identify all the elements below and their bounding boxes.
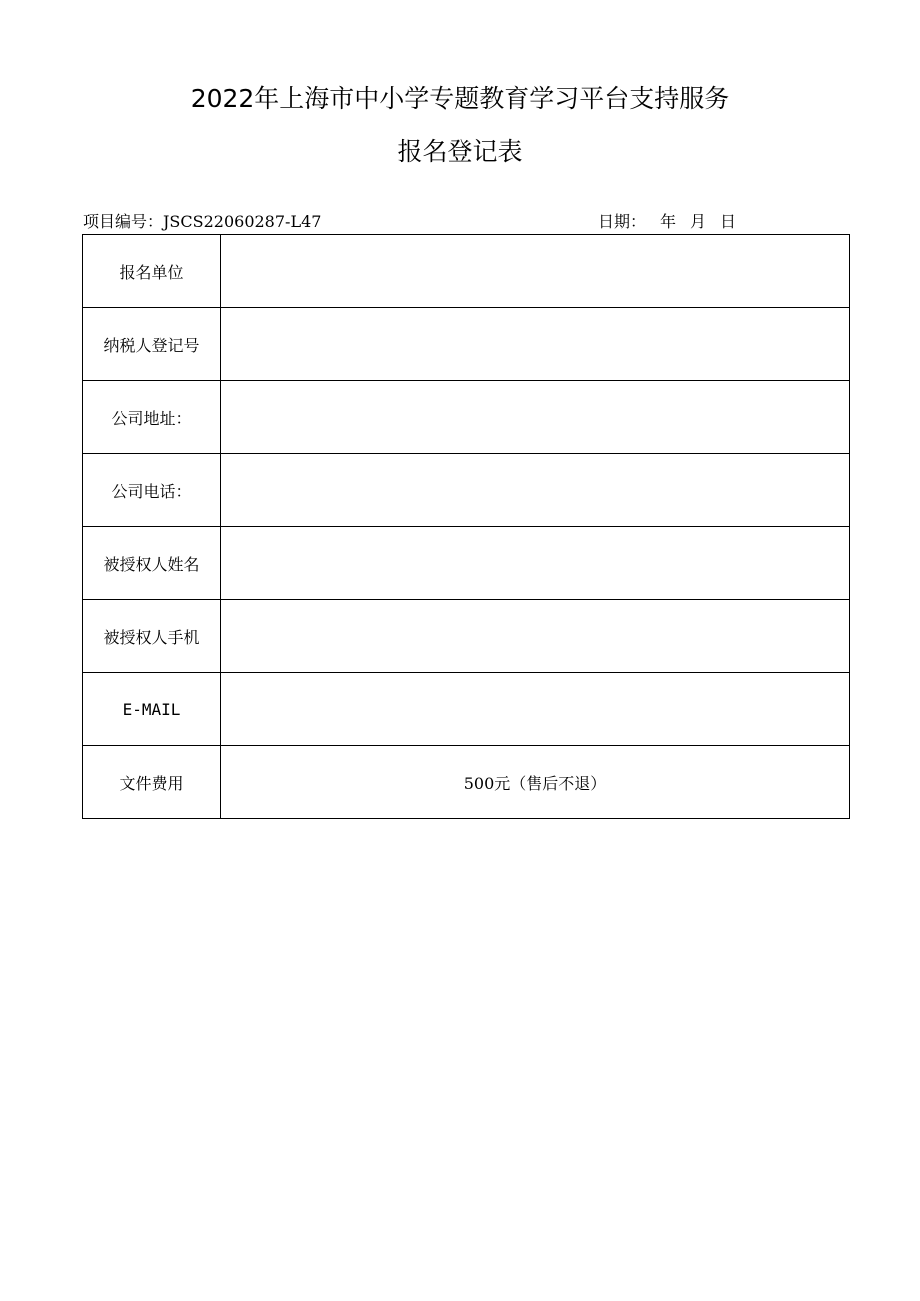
form-row-email <box>83 673 850 746</box>
form-row-registrant-unit <box>83 235 850 308</box>
project-number-value: JSCS22060287-L47 <box>163 212 322 231</box>
company-phone-label: 公司电话： <box>83 454 221 527</box>
form-row-authorized-name <box>83 527 850 600</box>
authorized-mobile-field[interactable] <box>221 600 850 673</box>
project-number-label: 项目编号： <box>83 212 164 231</box>
authorized-name-label: 被授权人姓名 <box>83 527 221 600</box>
date-day-label: 日 <box>720 212 737 231</box>
authorized-name-field[interactable] <box>221 527 850 600</box>
document-title: 2022年上海市中小学专题教育学习平台支持服务 <box>190 84 730 113</box>
registrant-unit-field[interactable] <box>221 235 850 308</box>
document-fee-value: 500元（售后不退） <box>221 746 850 819</box>
document-fee-label: 文件费用 <box>83 746 221 819</box>
taxpayer-number-label: 纳税人登记号 <box>83 308 221 381</box>
project-number <box>83 211 321 233</box>
date-month-label: 月 <box>690 212 707 231</box>
company-address-field[interactable] <box>221 381 850 454</box>
form-row-company-phone <box>83 454 850 527</box>
email-field[interactable] <box>221 673 850 746</box>
email-label: E-MAIL <box>83 673 221 746</box>
company-phone-field[interactable] <box>221 454 850 527</box>
form-row-company-address <box>83 381 850 454</box>
form-row-authorized-mobile <box>83 600 850 673</box>
authorized-mobile-label: 被授权人手机 <box>83 600 221 673</box>
date-label: 日期： <box>598 212 647 231</box>
document-subtitle: 报名登记表 <box>397 137 523 166</box>
form-row-taxpayer-number <box>83 308 850 381</box>
registration-form-table <box>82 234 850 819</box>
company-address-label: 公司地址： <box>83 381 221 454</box>
form-row-document-fee <box>83 746 850 819</box>
registrant-unit-label: 报名单位 <box>83 235 221 308</box>
taxpayer-number-field[interactable] <box>221 308 850 381</box>
date-year-label: 年 <box>660 212 677 231</box>
date-field <box>598 211 736 233</box>
